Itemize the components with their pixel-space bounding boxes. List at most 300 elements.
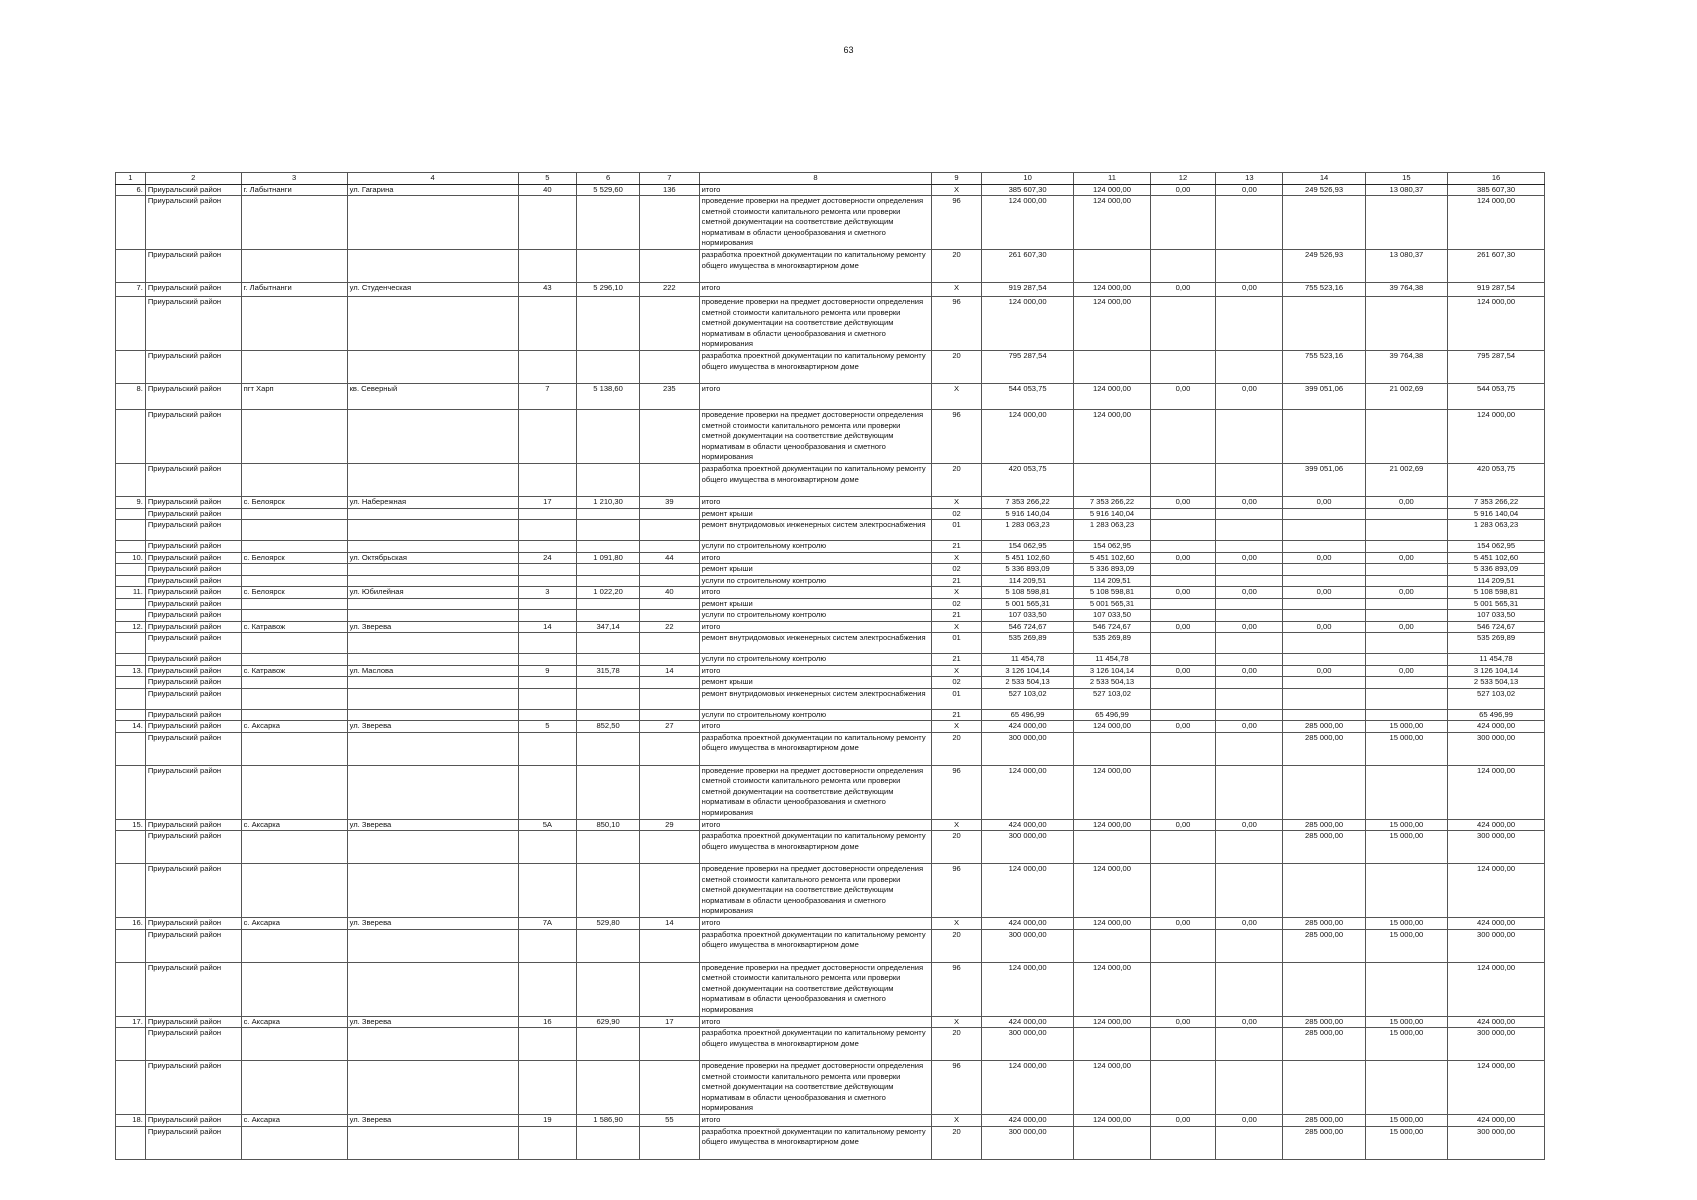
table-row — [116, 831, 1545, 864]
table-cell: 107 033,50 — [1074, 610, 1150, 622]
table-cell: итого — [699, 721, 932, 733]
table-cell: с. Аксарка — [241, 1115, 347, 1127]
table-cell: 96 — [932, 297, 981, 351]
table-cell: 5 451 102,60 — [1074, 552, 1150, 564]
table-cell: 5 916 140,04 — [1074, 508, 1150, 520]
table-cell — [1283, 598, 1365, 610]
table-cell: 15. — [116, 819, 146, 831]
table-cell — [1216, 864, 1283, 918]
table-row — [116, 575, 1545, 587]
table-cell — [1365, 297, 1447, 351]
table-cell: 124 000,00 — [1074, 765, 1150, 819]
table-cell — [1150, 962, 1216, 1016]
table-cell — [1074, 464, 1150, 497]
table-cell: 527 103,02 — [981, 688, 1074, 709]
table-cell — [577, 541, 640, 553]
table-cell: итого — [699, 587, 932, 599]
table-cell: 65 496,99 — [981, 709, 1074, 721]
table-cell: разработка проектной документации по капитальному ремонту общего имущества в многоквартирном доме — [699, 732, 932, 765]
table-cell: 795 287,54 — [981, 351, 1074, 384]
table-cell — [639, 1028, 699, 1061]
table-cell — [347, 677, 518, 689]
table-cell: 5 336 893,09 — [981, 564, 1074, 576]
table-cell — [1216, 633, 1283, 654]
table-cell: ул. Гагарина — [347, 184, 518, 196]
table-cell: 124 000,00 — [1448, 196, 1545, 250]
table-cell — [1216, 250, 1283, 283]
table-cell: пгт Харп — [241, 384, 347, 410]
table-cell — [241, 929, 347, 962]
table-cell: 0,00 — [1150, 552, 1216, 564]
table-cell — [1216, 541, 1283, 553]
table-cell — [639, 508, 699, 520]
table-cell: 629,90 — [577, 1016, 640, 1028]
table-cell: 16 — [518, 1016, 577, 1028]
table-cell: услуги по строительному контролю — [699, 575, 932, 587]
table-cell: 5 336 893,09 — [1448, 564, 1545, 576]
table-cell — [347, 610, 518, 622]
table-cell: 02 — [932, 508, 981, 520]
table-cell: 300 000,00 — [981, 732, 1074, 765]
table-cell — [577, 732, 640, 765]
table-cell — [577, 1061, 640, 1115]
table-cell: 0,00 — [1283, 497, 1365, 509]
table-cell: 5 108 598,81 — [1448, 587, 1545, 599]
table-cell: 15 000,00 — [1365, 1028, 1447, 1061]
column-number-cell: 12 — [1150, 173, 1216, 185]
table-cell: 420 053,75 — [981, 464, 1074, 497]
table-cell: 424 000,00 — [981, 819, 1074, 831]
table-cell — [1216, 520, 1283, 541]
table-cell: 0,00 — [1150, 184, 1216, 196]
table-cell — [241, 508, 347, 520]
table-cell — [347, 633, 518, 654]
table-cell: 399 051,06 — [1283, 384, 1365, 410]
table-row-total — [116, 184, 1545, 196]
table-cell — [1283, 633, 1365, 654]
table-cell: 0,00 — [1216, 721, 1283, 733]
table-cell: 01 — [932, 633, 981, 654]
table-row — [116, 688, 1545, 709]
table-cell — [639, 520, 699, 541]
table-cell: 24 — [518, 552, 577, 564]
table-row — [116, 250, 1545, 283]
table-cell: 544 053,75 — [981, 384, 1074, 410]
table-cell: 424 000,00 — [1448, 721, 1545, 733]
table-cell: 40 — [518, 184, 577, 196]
table-cell — [518, 765, 577, 819]
table-cell: 124 000,00 — [1074, 819, 1150, 831]
table-cell: 02 — [932, 677, 981, 689]
table-cell: X — [932, 621, 981, 633]
table-cell — [116, 1028, 146, 1061]
table-row — [116, 1028, 1545, 1061]
table-cell — [1150, 598, 1216, 610]
table-cell — [1150, 765, 1216, 819]
table-row — [116, 962, 1545, 1016]
table-cell: Приуральский район — [145, 709, 241, 721]
column-number-cell: 7 — [639, 173, 699, 185]
table-cell: 5 296,10 — [577, 283, 640, 297]
table-cell: X — [932, 283, 981, 297]
table-cell: 65 496,99 — [1448, 709, 1545, 721]
table-cell — [577, 520, 640, 541]
table-cell: 18. — [116, 1115, 146, 1127]
table-cell — [1283, 410, 1365, 464]
table-cell — [347, 598, 518, 610]
table-cell: 285 000,00 — [1283, 732, 1365, 765]
table-cell: 124 000,00 — [981, 1061, 1074, 1115]
table-cell: 13 080,37 — [1365, 184, 1447, 196]
table-cell: Приуральский район — [145, 819, 241, 831]
table-cell — [1365, 962, 1447, 1016]
capital-repair-table — [115, 172, 1545, 1160]
table-cell: 424 000,00 — [981, 1115, 1074, 1127]
table-cell — [1150, 654, 1216, 666]
table-cell: 0,00 — [1150, 587, 1216, 599]
table-cell: 919 287,54 — [1448, 283, 1545, 297]
table-cell: 124 000,00 — [1074, 962, 1150, 1016]
table-row — [116, 1061, 1545, 1115]
table-row — [116, 520, 1545, 541]
table-cell — [1074, 929, 1150, 962]
table-cell — [639, 864, 699, 918]
table-cell: 11 454,78 — [981, 654, 1074, 666]
table-cell — [518, 610, 577, 622]
table-cell — [518, 732, 577, 765]
table-cell: 300 000,00 — [981, 1028, 1074, 1061]
table-row — [116, 508, 1545, 520]
table-cell — [1150, 575, 1216, 587]
table-cell: 285 000,00 — [1283, 1115, 1365, 1127]
table-cell — [518, 1126, 577, 1159]
table-cell — [577, 709, 640, 721]
table-cell: 14 — [639, 918, 699, 930]
table-cell: разработка проектной документации по капитальному ремонту общего имущества в многоквартирном доме — [699, 1126, 932, 1159]
table-cell — [518, 520, 577, 541]
table-cell: 527 103,02 — [1074, 688, 1150, 709]
table-cell: Приуральский район — [145, 732, 241, 765]
table-cell: 0,00 — [1216, 552, 1283, 564]
table-cell: 535 269,89 — [1448, 633, 1545, 654]
table-cell — [1074, 351, 1150, 384]
table-cell: 17 — [639, 1016, 699, 1028]
table-cell: ул. Зверева — [347, 918, 518, 930]
table-cell: итого — [699, 621, 932, 633]
table-cell: разработка проектной документации по капитальному ремонту общего имущества в многоквартирном доме — [699, 929, 932, 962]
table-cell: 20 — [932, 250, 981, 283]
table-row-total — [116, 587, 1545, 599]
table-cell: ул. Студенческая — [347, 283, 518, 297]
table-cell: с. Белоярск — [241, 552, 347, 564]
table-cell — [116, 520, 146, 541]
table-cell — [347, 688, 518, 709]
table-cell: 39 — [639, 497, 699, 509]
table-cell — [518, 351, 577, 384]
table-cell — [1150, 520, 1216, 541]
table-cell: 544 053,75 — [1448, 384, 1545, 410]
table-cell: 850,10 — [577, 819, 640, 831]
table-cell: 55 — [639, 1115, 699, 1127]
table-cell — [577, 196, 640, 250]
table-cell: 13. — [116, 665, 146, 677]
table-cell: кв. Северный — [347, 384, 518, 410]
table-cell: итого — [699, 552, 932, 564]
table-cell: 124 000,00 — [1448, 962, 1545, 1016]
table-cell: 124 000,00 — [1074, 184, 1150, 196]
table-cell — [1216, 564, 1283, 576]
table-cell: 0,00 — [1283, 552, 1365, 564]
table-cell — [1150, 297, 1216, 351]
table-cell — [639, 196, 699, 250]
table-cell: ремонт крыши — [699, 677, 932, 689]
table-cell: Приуральский район — [145, 1115, 241, 1127]
table-cell: Приуральский район — [145, 508, 241, 520]
table-cell — [518, 1061, 577, 1115]
table-cell: разработка проектной документации по капитальному ремонту общего имущества в многоквартирном доме — [699, 250, 932, 283]
table-cell: 29 — [639, 819, 699, 831]
table-cell — [116, 410, 146, 464]
table-cell: 424 000,00 — [981, 1016, 1074, 1028]
table-cell — [1283, 677, 1365, 689]
table-cell: 0,00 — [1216, 819, 1283, 831]
table-cell: проведение проверки на предмет достоверности определения сметной стоимости капитального ремонта или проверки сметной документации на соответствие действующим нормативам в области ценообразования и сметного нормирования — [699, 297, 932, 351]
table-cell: 11 454,78 — [1448, 654, 1545, 666]
table-cell: ул. Октябрьская — [347, 552, 518, 564]
table-row — [116, 410, 1545, 464]
table-cell: ремонт крыши — [699, 508, 932, 520]
table-cell: 16. — [116, 918, 146, 930]
table-cell: 424 000,00 — [1448, 918, 1545, 930]
table-cell — [1150, 633, 1216, 654]
table-cell: 124 000,00 — [1448, 410, 1545, 464]
table-cell — [347, 508, 518, 520]
table-cell: 96 — [932, 410, 981, 464]
table-cell — [1216, 929, 1283, 962]
table-cell: 0,00 — [1216, 918, 1283, 930]
table-cell — [1150, 688, 1216, 709]
table-cell: 19 — [518, 1115, 577, 1127]
table-cell: X — [932, 721, 981, 733]
table-cell: 261 607,30 — [981, 250, 1074, 283]
table-cell: Приуральский район — [145, 297, 241, 351]
table-cell: 20 — [932, 732, 981, 765]
table-cell: X — [932, 552, 981, 564]
table-cell — [1365, 598, 1447, 610]
table-cell: 124 000,00 — [981, 864, 1074, 918]
table-cell: 222 — [639, 283, 699, 297]
table-cell: Приуральский район — [145, 918, 241, 930]
table-cell — [1216, 765, 1283, 819]
table-cell — [241, 765, 347, 819]
table-cell: 0,00 — [1150, 918, 1216, 930]
table-cell: 7 — [518, 384, 577, 410]
table-cell — [1283, 541, 1365, 553]
table-cell: 0,00 — [1216, 497, 1283, 509]
table-cell: 7А — [518, 918, 577, 930]
table-cell: 124 000,00 — [1074, 196, 1150, 250]
table-cell — [116, 541, 146, 553]
table-cell: Приуральский район — [145, 621, 241, 633]
table-cell — [116, 1126, 146, 1159]
table-cell: 107 033,50 — [1448, 610, 1545, 622]
table-cell — [347, 564, 518, 576]
table-cell: 7 353 266,22 — [981, 497, 1074, 509]
table-cell: 249 526,93 — [1283, 184, 1365, 196]
table-cell: Приуральский район — [145, 864, 241, 918]
table-cell — [1216, 464, 1283, 497]
table-cell: 96 — [932, 196, 981, 250]
table-row — [116, 598, 1545, 610]
table-cell — [639, 654, 699, 666]
table-cell: Приуральский район — [145, 831, 241, 864]
table-cell — [1150, 541, 1216, 553]
table-cell — [116, 864, 146, 918]
table-cell: Приуральский район — [145, 610, 241, 622]
table-cell: 7. — [116, 283, 146, 297]
table-cell: 124 000,00 — [1074, 283, 1150, 297]
table-cell: 154 062,95 — [1448, 541, 1545, 553]
table-cell — [1365, 688, 1447, 709]
table-cell: итого — [699, 283, 932, 297]
table-cell — [577, 250, 640, 283]
column-number-cell: 6 — [577, 173, 640, 185]
table-row — [116, 196, 1545, 250]
table-cell: 124 000,00 — [1074, 1061, 1150, 1115]
table-cell: 21 002,69 — [1365, 464, 1447, 497]
table-cell — [577, 962, 640, 1016]
table-cell — [518, 962, 577, 1016]
table-cell — [241, 1126, 347, 1159]
column-number-cell: 3 — [241, 173, 347, 185]
table-cell — [1150, 564, 1216, 576]
table-cell: Приуральский район — [145, 929, 241, 962]
table-cell: 1 210,30 — [577, 497, 640, 509]
table-cell — [347, 929, 518, 962]
table-cell: 2 533 504,13 — [1448, 677, 1545, 689]
table-cell: ул. Зверева — [347, 1016, 518, 1028]
table-cell — [518, 464, 577, 497]
table-cell: разработка проектной документации по капитальному ремонту общего имущества в многоквартирном доме — [699, 464, 932, 497]
column-number-cell: 4 — [347, 173, 518, 185]
table-cell — [577, 765, 640, 819]
table-cell: 124 000,00 — [1448, 297, 1545, 351]
table-cell — [1150, 1126, 1216, 1159]
table-cell — [241, 864, 347, 918]
table-cell: 9. — [116, 497, 146, 509]
table-cell — [1365, 677, 1447, 689]
table-cell: 755 523,16 — [1283, 283, 1365, 297]
table-row — [116, 610, 1545, 622]
table-cell: 124 000,00 — [1448, 1061, 1545, 1115]
table-cell: услуги по строительному контролю — [699, 541, 932, 553]
table-cell — [1150, 351, 1216, 384]
table-cell — [241, 575, 347, 587]
table-cell: 420 053,75 — [1448, 464, 1545, 497]
table-cell — [639, 831, 699, 864]
table-cell — [639, 688, 699, 709]
table-cell: 15 000,00 — [1365, 732, 1447, 765]
table-cell — [1365, 508, 1447, 520]
table-cell: 235 — [639, 384, 699, 410]
table-cell — [1365, 633, 1447, 654]
table-cell: 2 533 504,13 — [1074, 677, 1150, 689]
table-cell: 21 — [932, 541, 981, 553]
table-cell: 424 000,00 — [1448, 1115, 1545, 1127]
table-cell — [639, 250, 699, 283]
table-cell: проведение проверки на предмет достоверности определения сметной стоимости капитального ремонта или проверки сметной документации на соответствие действующим нормативам в области ценообразования и сметного нормирования — [699, 196, 932, 250]
table-row-total — [116, 819, 1545, 831]
table-cell: 919 287,54 — [981, 283, 1074, 297]
table-cell: 300 000,00 — [1448, 929, 1545, 962]
table-cell — [518, 508, 577, 520]
table-cell: разработка проектной документации по капитальному ремонту общего имущества в многоквартирном доме — [699, 1028, 932, 1061]
table-cell: 0,00 — [1216, 184, 1283, 196]
table-row-total — [116, 918, 1545, 930]
table-cell — [116, 929, 146, 962]
table-cell: 285 000,00 — [1283, 1028, 1365, 1061]
table-cell: 0,00 — [1150, 1115, 1216, 1127]
table-cell — [518, 864, 577, 918]
table-cell: Приуральский район — [145, 541, 241, 553]
table-cell: 114 209,51 — [1448, 575, 1545, 587]
table-cell: 96 — [932, 1061, 981, 1115]
table-cell — [1216, 297, 1283, 351]
table-cell — [1283, 709, 1365, 721]
table-cell: 1 283 063,23 — [981, 520, 1074, 541]
table-cell — [518, 196, 577, 250]
table-cell: Приуральский район — [145, 520, 241, 541]
table-row — [116, 929, 1545, 962]
table-cell: 3 126 104,14 — [1448, 665, 1545, 677]
table-cell: 02 — [932, 564, 981, 576]
table-cell: 124 000,00 — [981, 297, 1074, 351]
table-row-total — [116, 1115, 1545, 1127]
table-cell: 5 001 565,31 — [981, 598, 1074, 610]
table-cell — [347, 250, 518, 283]
table-cell: Приуральский район — [145, 962, 241, 1016]
table-cell: 20 — [932, 929, 981, 962]
table-cell — [639, 610, 699, 622]
table-cell — [1074, 1126, 1150, 1159]
table-cell — [241, 709, 347, 721]
table-row — [116, 864, 1545, 918]
table-cell: с. Белоярск — [241, 587, 347, 599]
table-cell — [1283, 654, 1365, 666]
table-cell — [518, 564, 577, 576]
table-cell: 124 000,00 — [1074, 297, 1150, 351]
table-cell — [518, 598, 577, 610]
table-row-total — [116, 1016, 1545, 1028]
table-cell: 15 000,00 — [1365, 1115, 1447, 1127]
table-cell — [1365, 520, 1447, 541]
table-cell: X — [932, 384, 981, 410]
table-cell: Приуральский район — [145, 196, 241, 250]
table-cell: X — [932, 665, 981, 677]
table-cell: 300 000,00 — [981, 1126, 1074, 1159]
table-cell — [1365, 410, 1447, 464]
table-cell — [639, 297, 699, 351]
table-cell: X — [932, 587, 981, 599]
table-cell — [1365, 564, 1447, 576]
table-cell: 546 724,67 — [1448, 621, 1545, 633]
table-cell: 20 — [932, 831, 981, 864]
table-cell: 44 — [639, 552, 699, 564]
table-cell — [116, 564, 146, 576]
table-cell — [1216, 709, 1283, 721]
table-cell — [639, 564, 699, 576]
table-cell — [1150, 709, 1216, 721]
